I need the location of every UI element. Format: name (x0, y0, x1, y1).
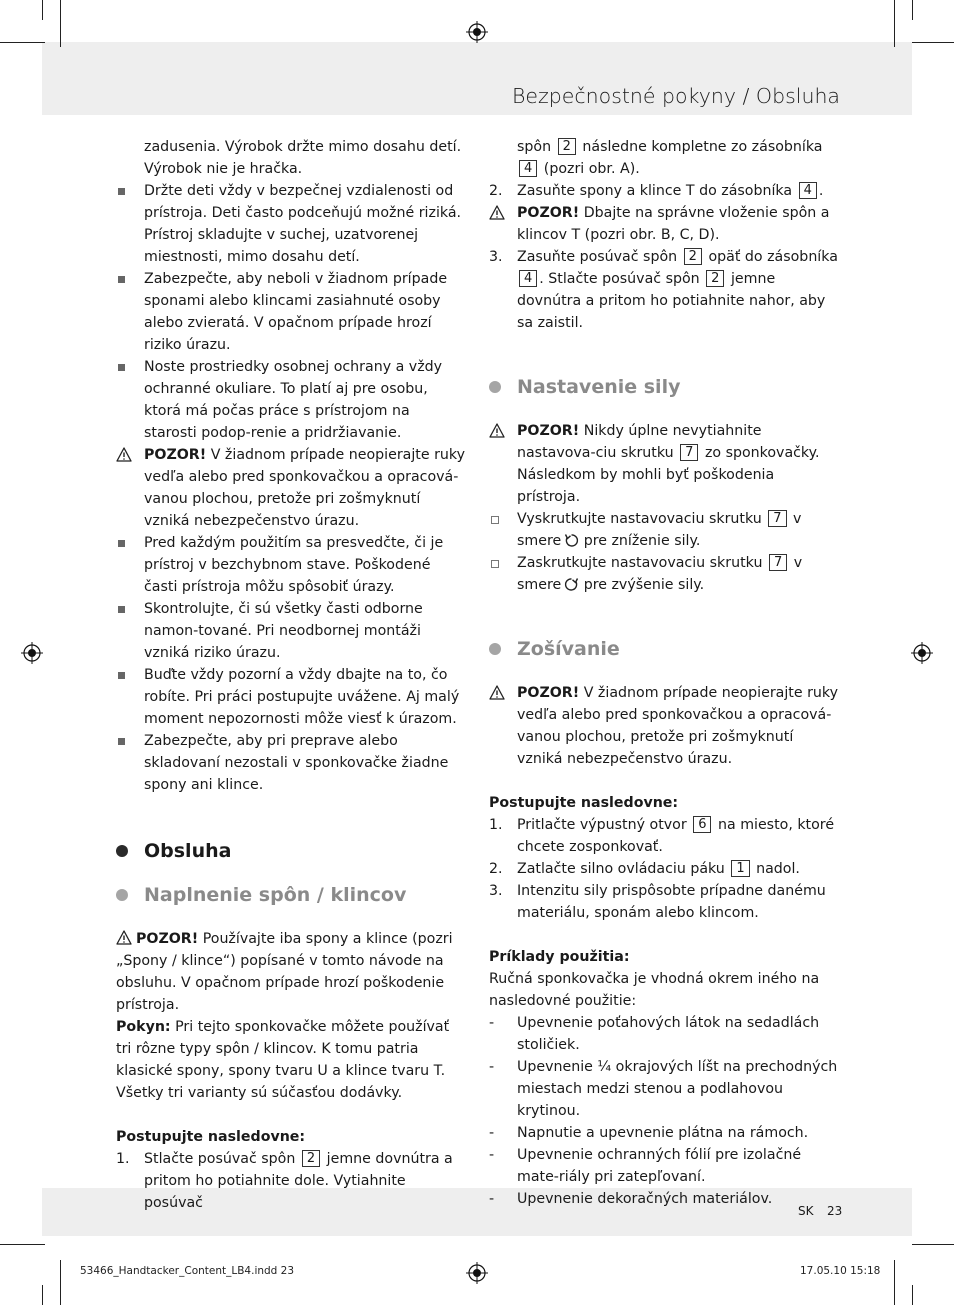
part-reference: 7 (680, 444, 698, 461)
section-title-nastavenie-sily: Nastavenie sily (489, 374, 839, 400)
note-block: Pokyn: Pri tejto sponkovačke môžete používať tri rôzne typy spôn / klincov. K tomu patria klasické spony, spony tvaru U a klince tvaru T. Všetky tri varianty sú súčasťou dodávky. (116, 1019, 450, 1101)
warning-triangle-icon (489, 685, 505, 700)
page-number: 23 (827, 1204, 843, 1218)
list-item: Noste prostriedky osobnej ochrany a vždy ochranné okuliare. To platí aj pre osobu, ktorá má počas práce s prístrojom na starosti podop-renie a pridržiavanie. (144, 359, 443, 441)
step-item: Zaskrutkujte nastavovaciu skrutku 7 v smere pre zvýšenie sily. (517, 555, 803, 593)
list-item: Skontrolujte, či sú všetky časti odborne namon-tované. Pri neodbornej montáži vzniká riziko úrazu. (144, 601, 423, 661)
part-reference: 4 (799, 182, 817, 199)
list-item: - Upevnenie dekoračných materiálov. (489, 1191, 773, 1207)
bullet-dot-icon (489, 381, 501, 393)
bullet-dot-icon (489, 643, 501, 655)
step-item: Vyskrutkujte nastavovaciu skrutku 7 v smere pre zníženie sily. (517, 511, 802, 549)
procedure-title: Postupujte nasledovne: (489, 795, 679, 811)
slug-filename: 53466_Handtacker_Content_LB4.indd 23 (80, 1265, 295, 1277)
step-item: 1. Pritlačte výpustný otvor 6 na miesto, ktoré chcete zosponkovať. (489, 817, 835, 855)
slug-datetime: 17.05.10 15:18 (800, 1265, 881, 1277)
crop-mark (60, 1260, 61, 1305)
registration-mark-icon (911, 642, 933, 664)
examples-title: Príklady použitia: (489, 949, 630, 965)
crop-mark (0, 1244, 45, 1245)
step-item: 1. Stlačte posúvač spôn 2 jemne dovnútra a pritom ho potiahnite dole. Vytiahnite posúvač (116, 1151, 453, 1211)
warning-triangle-icon (489, 423, 505, 438)
warning-block: POZOR! Nikdy úplne nevytiahnite nastavova-ciu skrutku 7 zo sponkovačky. Následkom by mohli byť poškodenia prístroja. (489, 420, 839, 508)
crop-mark (912, 1285, 913, 1305)
step-item: spôn 2 následne kompletne zo zásobníka 4 (pozri obr. A). (517, 139, 823, 177)
crop-mark (912, 1244, 954, 1245)
part-reference: 7 (769, 554, 787, 571)
crop-mark (912, 42, 954, 43)
right-column (489, 136, 839, 1210)
warning-triangle-icon (116, 930, 132, 945)
warning-block: POZOR! Dbajte na správne vloženie spôn a klincov T (pozri obr. B, C, D). (489, 202, 839, 246)
left-column (116, 136, 466, 1214)
list-item: - Upevnenie ¼ okrajových líšt na prechodných miestach medzi stenou a podlahovou krytinou. (489, 1059, 838, 1119)
part-reference: 2 (684, 248, 702, 265)
section-title-zosivanie: Zošívanie (489, 636, 839, 662)
part-reference: 2 (706, 270, 724, 287)
registration-mark-icon (21, 642, 43, 664)
step-item: 2. Zatlačte silno ovládaciu páku 1 nadol. (489, 861, 800, 877)
list-item: Držte deti vždy v bezpečnej vzdialenosti od prístroja. Deti často podceňujú možné riziká. Prístroj skladujte v suchej, uzatvorenej miestnosti, mimo dosahu detí. (144, 183, 462, 265)
page-title: Bezpečnostné pokyny / Obsluha (511, 84, 840, 108)
crop-mark (0, 42, 45, 43)
part-reference: 6 (693, 816, 711, 833)
registration-mark-icon (466, 21, 488, 43)
part-reference: 2 (558, 138, 576, 155)
registration-mark-icon (466, 1262, 488, 1284)
bullet-dot-icon (116, 845, 128, 857)
part-reference: 1 (731, 860, 749, 877)
step-item: 3. Intenzitu sily prispôsobte prípadne danému materiálu, sponám alebo klincom. (489, 883, 826, 921)
crop-mark (912, 0, 913, 20)
subsection-title-naplnenie: Naplnenie spôn / klincov (116, 882, 466, 908)
list-item: Buďte vždy pozorní a vždy dbajte na to, čo robíte. Pri práci postupujte uvážene. Aj malý moment nepozornosti môže viesť k úrazom. (144, 667, 460, 727)
warning-block: POZOR! V žiadnom prípade neopierajte ruky vedľa alebo pred sponkovačkou a opracová-vanou plochou, pretože pri zošmyknutí vzniká nebezpečenstvo úrazu. (116, 444, 466, 532)
step-item: 3. Zasuňte posúvač spôn 2 opäť do zásobníka 4 . Stlačte posúvač spôn 2 jemne dovnútra a pritom ho potiahnite nahor, aby sa zaistil. (489, 249, 838, 331)
warning-block: POZOR! Používajte iba spony a klince (pozri „Spony / klince“) popísané v tomto návode na obsluhu. V opačnom prípade hrozí poškodenie prístroja. (116, 931, 453, 1013)
bullet-dot-icon (116, 889, 128, 901)
examples-intro: Ručná sponkovačka je vhodná okrem iného na nasledovné použitie: (489, 971, 820, 1009)
section-title-obsluha: Obsluha (116, 838, 466, 864)
procedure-title: Postupujte nasledovne: (116, 1129, 306, 1145)
rotate-clockwise-icon (564, 577, 579, 592)
list-item: - Upevnenie ochranných fólií pre izolačné mate-riály pri zatepľovaní. (489, 1147, 802, 1185)
part-reference: 4 (519, 160, 537, 177)
crop-mark (894, 0, 895, 47)
step-item: 2. Zasuňte spony a klince T do zásobníka 4 . (489, 183, 824, 199)
list-item: Zabezpečte, aby neboli v žiadnom prípade sponami alebo klincami zasiahnuté osoby alebo zvieratá. V opačnom prípade hrozí riziko úrazu. (144, 271, 448, 353)
list-item: Zabezpečte, aby pri preprave alebo skladovaní nezostali v sponkovačke žiadne spony ani klince. (144, 733, 449, 793)
list-item: zadusenia. Výrobok držte mimo dosahu detí. Výrobok nie je hračka. (144, 139, 462, 177)
list-item: Pred každým použitím sa presvedčte, či je prístroj v bezchybnom stave. Poškodené časti prístroja môžu spôsobiť úrazy. (144, 535, 444, 595)
crop-mark (60, 0, 61, 47)
warning-triangle-icon (116, 447, 132, 462)
crop-mark (894, 1260, 895, 1305)
part-reference: 2 (302, 1150, 320, 1167)
warning-triangle-icon (489, 205, 505, 220)
rotate-counterclockwise-icon (564, 533, 579, 548)
crop-mark (42, 0, 43, 20)
list-item: - Napnutie a upevnenie plátna na rámoch. (489, 1125, 809, 1141)
part-reference: 7 (768, 510, 786, 527)
list-item: - Upevnenie poťahových látok na sedadlách stoličiek. (489, 1015, 820, 1053)
warning-block: POZOR! V žiadnom prípade neopierajte ruky vedľa alebo pred sponkovačkou a opracová-vanou plochou, pretože pri zošmyknutí vzniká nebezpečenstvo úrazu. (489, 682, 839, 770)
part-reference: 4 (519, 270, 537, 287)
footer-language: SK (798, 1204, 814, 1218)
crop-mark (42, 1285, 43, 1305)
